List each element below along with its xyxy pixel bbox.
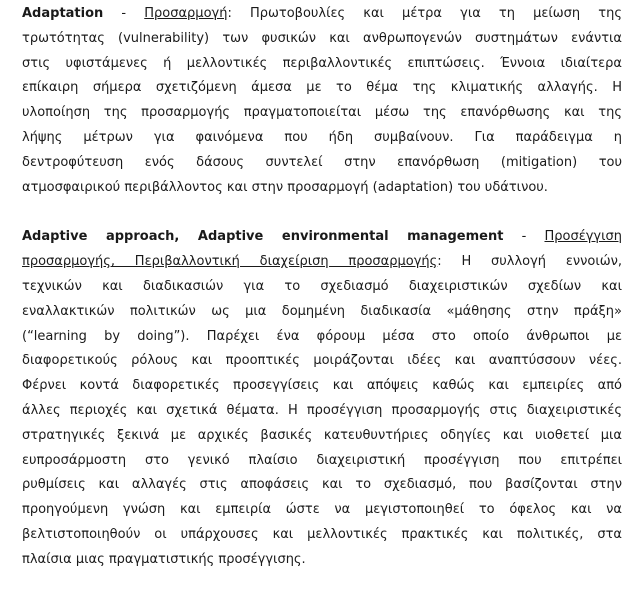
entry-line: άλλες περιοχές και σχετικά θέματα. Η προσέγγιση προσαρμογής στις διαχειριστικές [22,402,622,418]
entry-line: πλαίσια μιας πραγματιστικής προσέγγισης. [22,551,306,567]
glossary-entry-adaptation [22,2,622,200]
entry-line [22,2,622,27]
entry-line: τεχνικών και διαδικασιών για το σχεδιασμό διαχειριστικών σχεδίων και [22,278,622,294]
entry-line: υλοποίηση της προσαρμογής πραγματοποιείται μέσω της επανόρθωσης και της [22,105,622,121]
entry-line [22,250,622,275]
entry-line: δεντροφύτευση ενός δάσους συντελεί στην επανόρθωση (mitigation) του [22,154,622,170]
entry-line: εναλλακτικών πολιτικών ως μια δομημένη διαδικασία «μάθησης στην πράξη» [22,303,622,319]
entry-line [22,225,622,250]
entry-line: επίκαιρη σήμερα σχετιζόμενη άμεσα με το θέμα της κλιματικής αλλαγής. Η [22,80,622,96]
entry-line: προηγούμενη γνώση και εμπειρία ώστε να μεγιστοποιηθεί το όφελος και να [22,502,622,518]
paragraph-gap [22,200,622,225]
entry-term-english: Adaptive approach, Adaptive environmental management [22,229,504,245]
definition-text: : Η συλλογή εννοιών, [437,254,622,270]
entry-line: λήψης μέτρων για φαινόμενα που ήδη συμβαίνουν. Για παράδειγμα η [22,129,622,145]
definition-text: : Πρωτοβουλίες και μέτρα για τη μείωση της [227,6,622,21]
entry-line: Φέρνει κοντά διαφορετικές προσεγγίσεις και απόψεις καθώς και εμπειρίες από [22,378,622,394]
glossary-entry-adaptive-approach [22,225,622,572]
term-separator: - [103,6,145,21]
entry-line: βελτιστοποιηθούν οι υπάρχουσες και μελλοντικές πρακτικές και πολιτικές, στα [22,526,622,542]
entry-line: διαφορετικούς ρόλους και προοπτικές μοιράζονται ιδέες και αναπτύσσουν νέες. [22,353,622,369]
glossary-document [22,2,622,573]
entry-term-greek: Προσαρμογή [144,6,228,21]
entry-term-greek: Προσέγγιση [544,229,622,245]
entry-term-greek: προσαρμογής, Περιβαλλοντική διαχείριση προσαρμογής [22,254,438,270]
entry-line: στρατηγικές ξεκινά με αρχικές βασικές κατευθυντήριες οδηγίες και υιοθετεί μια [22,427,622,443]
entry-line: ατμοσφαιρικού περιβάλλοντος και στην προσαρμογή (adaptation) του υδάτινου. [22,179,548,195]
entry-term-english: Adaptation [22,6,104,21]
entry-line: (“learning by doing”). Παρέχει ένα φόρουμ μέσα στο οποίο άνθρωποι με [22,328,622,344]
entry-line: στις υφιστάμενες ή μελλοντικές περιβαλλοντικές επιπτώσεις. Έννοια ιδιαίτερα [22,55,622,71]
entry-line: ρυθμίσεις και αλλαγές στις αποφάσεις και το σχεδιασμό, που βασίζονται στην [22,477,622,493]
entry-line: ευπροσάρμοστη στο γενικό πλαίσιο διαχειριστική προσέγγιση που επιτρέπει [22,452,622,468]
term-separator: - [503,229,545,245]
entry-line: τρωτότητας (vulnerability) των φυσικών και ανθρωπογενών συστημάτων ενάντια [22,30,622,46]
